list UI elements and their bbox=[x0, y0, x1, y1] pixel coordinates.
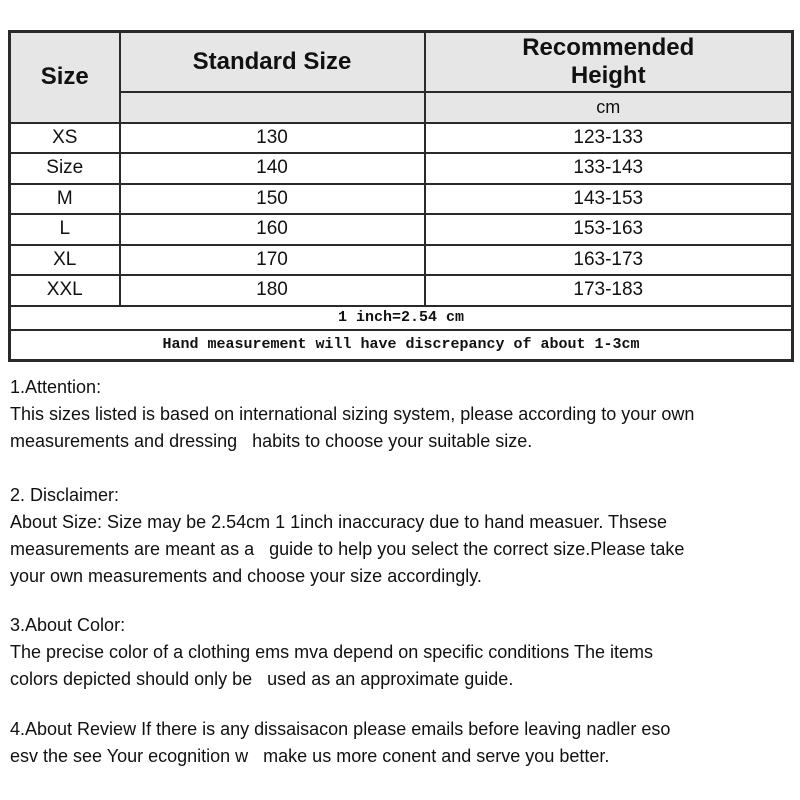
table-row-m bbox=[10, 184, 793, 215]
height-cell: 123-133 bbox=[425, 123, 793, 154]
notes-section-attention bbox=[10, 374, 792, 455]
size-cell: XXL bbox=[10, 275, 120, 306]
size-cell: Size bbox=[10, 153, 120, 184]
table-row-l bbox=[10, 214, 793, 245]
hand-measurement-note: Hand measurement will have discrepancy of about 1-3cm bbox=[10, 330, 793, 361]
table-subheader-row bbox=[10, 92, 793, 123]
size-cell: M bbox=[10, 184, 120, 215]
height-cell: 163-173 bbox=[425, 245, 793, 276]
note-title: 3.About Color: bbox=[10, 615, 126, 635]
note-line: your own measurements and choose your size accordingly. bbox=[10, 566, 482, 586]
column-header-standard-size: Standard Size bbox=[120, 32, 425, 92]
table-row-size bbox=[10, 153, 793, 184]
note-line: About Size: Size may be 2.54cm 1 1inch inaccuracy due to hand measuer. Thsese bbox=[10, 512, 668, 532]
note-line: measurements and dressing habits to choose your suitable size. bbox=[10, 431, 533, 451]
table-row-xxl bbox=[10, 275, 793, 306]
note-title: 2. Disclaimer: bbox=[10, 485, 120, 505]
column-header-recommended-height bbox=[425, 32, 793, 92]
inch-conversion-note: 1 inch=2.54 cm bbox=[10, 306, 793, 330]
notes-section-about-review bbox=[10, 716, 792, 770]
unit-cell: cm bbox=[425, 92, 793, 123]
notes-section-disclaimer bbox=[10, 482, 792, 590]
height-cell: 133-143 bbox=[425, 153, 793, 184]
note-line: 4.About Review If there is any dissaisacon please emails before leaving nadler eso bbox=[10, 719, 671, 739]
note-line: esv the see Your ecognition w make us more conent and serve you better. bbox=[10, 746, 610, 766]
standard-size-cell: 150 bbox=[120, 184, 425, 215]
note-line: colors depicted should only be used as an approximate guide. bbox=[10, 669, 514, 689]
note-line: measurements are meant as a guide to help you select the correct size.Please take bbox=[10, 539, 685, 559]
size-table bbox=[8, 30, 794, 362]
subheader-empty-cell bbox=[120, 92, 425, 123]
height-cell: 143-153 bbox=[425, 184, 793, 215]
table-header-row bbox=[10, 32, 793, 92]
note-line: This sizes listed is based on international sizing system, please according to your own bbox=[10, 404, 695, 424]
height-cell: 173-183 bbox=[425, 275, 793, 306]
size-cell: L bbox=[10, 214, 120, 245]
height-cell: 153-163 bbox=[425, 214, 793, 245]
standard-size-cell: 140 bbox=[120, 153, 425, 184]
note-line: The precise color of a clothing ems mva depend on specific conditions The items bbox=[10, 642, 653, 662]
standard-size-cell: 130 bbox=[120, 123, 425, 154]
table-footnote-row-measurement bbox=[10, 330, 793, 361]
size-cell: XL bbox=[10, 245, 120, 276]
note-title: 1.Attention: bbox=[10, 377, 102, 397]
table-footnote-row-conversion bbox=[10, 306, 793, 330]
standard-size-cell: 170 bbox=[120, 245, 425, 276]
table-row-xs bbox=[10, 123, 793, 154]
table-row-xl bbox=[10, 245, 793, 276]
column-header-size: Size bbox=[10, 32, 120, 123]
recommended-height-line1: Recommended bbox=[522, 33, 695, 61]
standard-size-cell: 180 bbox=[120, 275, 425, 306]
recommended-height-line2: Height bbox=[570, 61, 646, 89]
notes-block bbox=[10, 361, 792, 770]
size-cell: XS bbox=[10, 123, 120, 154]
notes-section-about-color bbox=[10, 612, 792, 693]
standard-size-cell: 160 bbox=[120, 214, 425, 245]
